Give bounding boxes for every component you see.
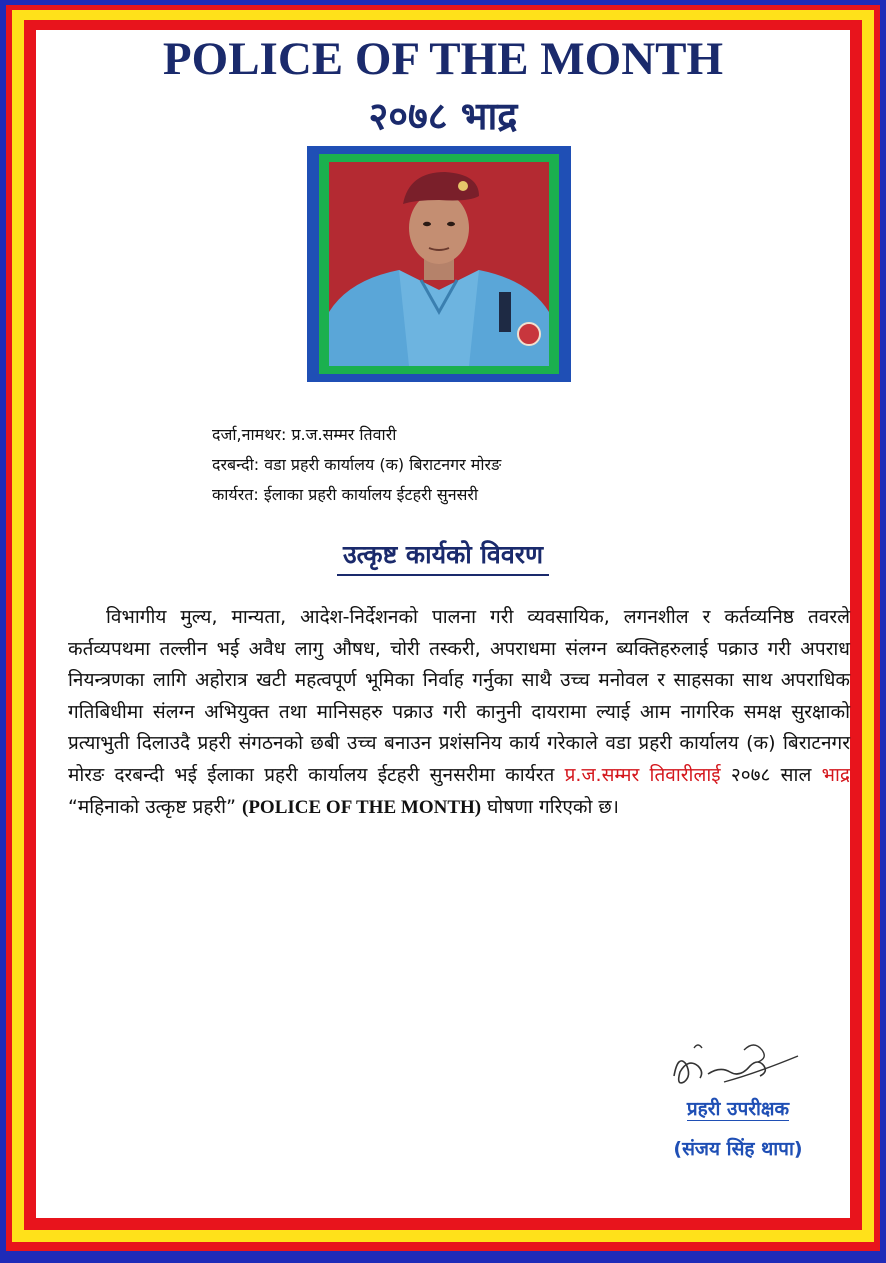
award-english: (POLICE OF THE MONTH) bbox=[242, 796, 482, 818]
officer-photo bbox=[329, 162, 549, 366]
posting-label: दरबन्दी: bbox=[212, 455, 260, 474]
closing-text: घोषणा गरिएको छ। bbox=[487, 795, 619, 818]
rank-name-row bbox=[212, 420, 732, 450]
working-value: ईलाका प्रहरी कार्यालय ईटहरी सुनसरी bbox=[263, 485, 479, 504]
rank-name-value: प्र.ज.सम्मर तिवारी bbox=[291, 425, 397, 444]
posting-row bbox=[212, 450, 732, 480]
citation-main-text: विभागीय मुल्य, मान्यता, आदेश-निर्देशनको पालना गरी व्यवसायिक, लगनशील र कर्तव्यनिष्ठ तवरले कर्तव्यपथमा तल्लीन भई अवैध लागु औषध, चोरी तस्करी, अपराधमा संलग्न ब्यक्तिहरुलाई पक्राउ गरी अपराध नियन्त्रणका लागि अहोरात्र खटी महत्वपूर्ण भूमिका निर्वाह गर्नुका साथै उच्च मनोवल र साहसका साथ अपराधिक गतिबिधीमा संलग्न अभियुक्त तथा मानिसहरु पक्राउ गरी कानुनी दायरामा ल्याई आम नागरिक समक्ष सुरक्षाको प्रत्याभुती दिलाउदै प्रहरी संगठनको छबी उच्च बनाउन प्रशंसनिय कार्य गरेकाले वडा प्रहरी कार्यालय (क) बिराटनगर मोरङ दरबन्दी भई ईलाका प्रहरी कार्यालय ईटहरी सुनसरीमा कार्यरत bbox=[68, 606, 850, 786]
signatory-title-text: प्रहरी उपरीक्षक bbox=[686, 1098, 790, 1120]
officer-details bbox=[212, 420, 732, 510]
signature-icon bbox=[664, 1036, 804, 1092]
officer-photo-frame bbox=[307, 146, 571, 382]
certificate-title: POLICE OF THE MONTH bbox=[162, 33, 724, 85]
signatory-name: (संजय सिंह थापा) bbox=[673, 1138, 803, 1160]
section-heading bbox=[0, 536, 886, 576]
working-label: कार्यरत: bbox=[212, 485, 259, 504]
month-highlight: भाद्र bbox=[821, 763, 850, 786]
citation-paragraph bbox=[68, 602, 850, 823]
year-text: २०७८ साल bbox=[730, 763, 812, 786]
working-row bbox=[212, 480, 732, 510]
officer-portrait-icon bbox=[329, 162, 549, 366]
rank-name-label: दर्जा,नामथर: bbox=[212, 425, 287, 444]
award-quote: “महिनाको उत्कृष्ट प्रहरी” bbox=[68, 795, 236, 818]
photo-green-border bbox=[319, 154, 559, 374]
signatory-title bbox=[620, 1094, 856, 1124]
posting-value: वडा प्रहरी कार्यालय (क) बिराटनगर मोरङ bbox=[264, 455, 502, 474]
officer-name-highlight: प्र.ज.सम्मर तिवारीलाई bbox=[564, 763, 721, 786]
certificate-date: २०७८ भाद्र bbox=[368, 94, 518, 138]
section-heading-text: उत्कृष्ट कार्यको विवरण bbox=[337, 536, 549, 576]
